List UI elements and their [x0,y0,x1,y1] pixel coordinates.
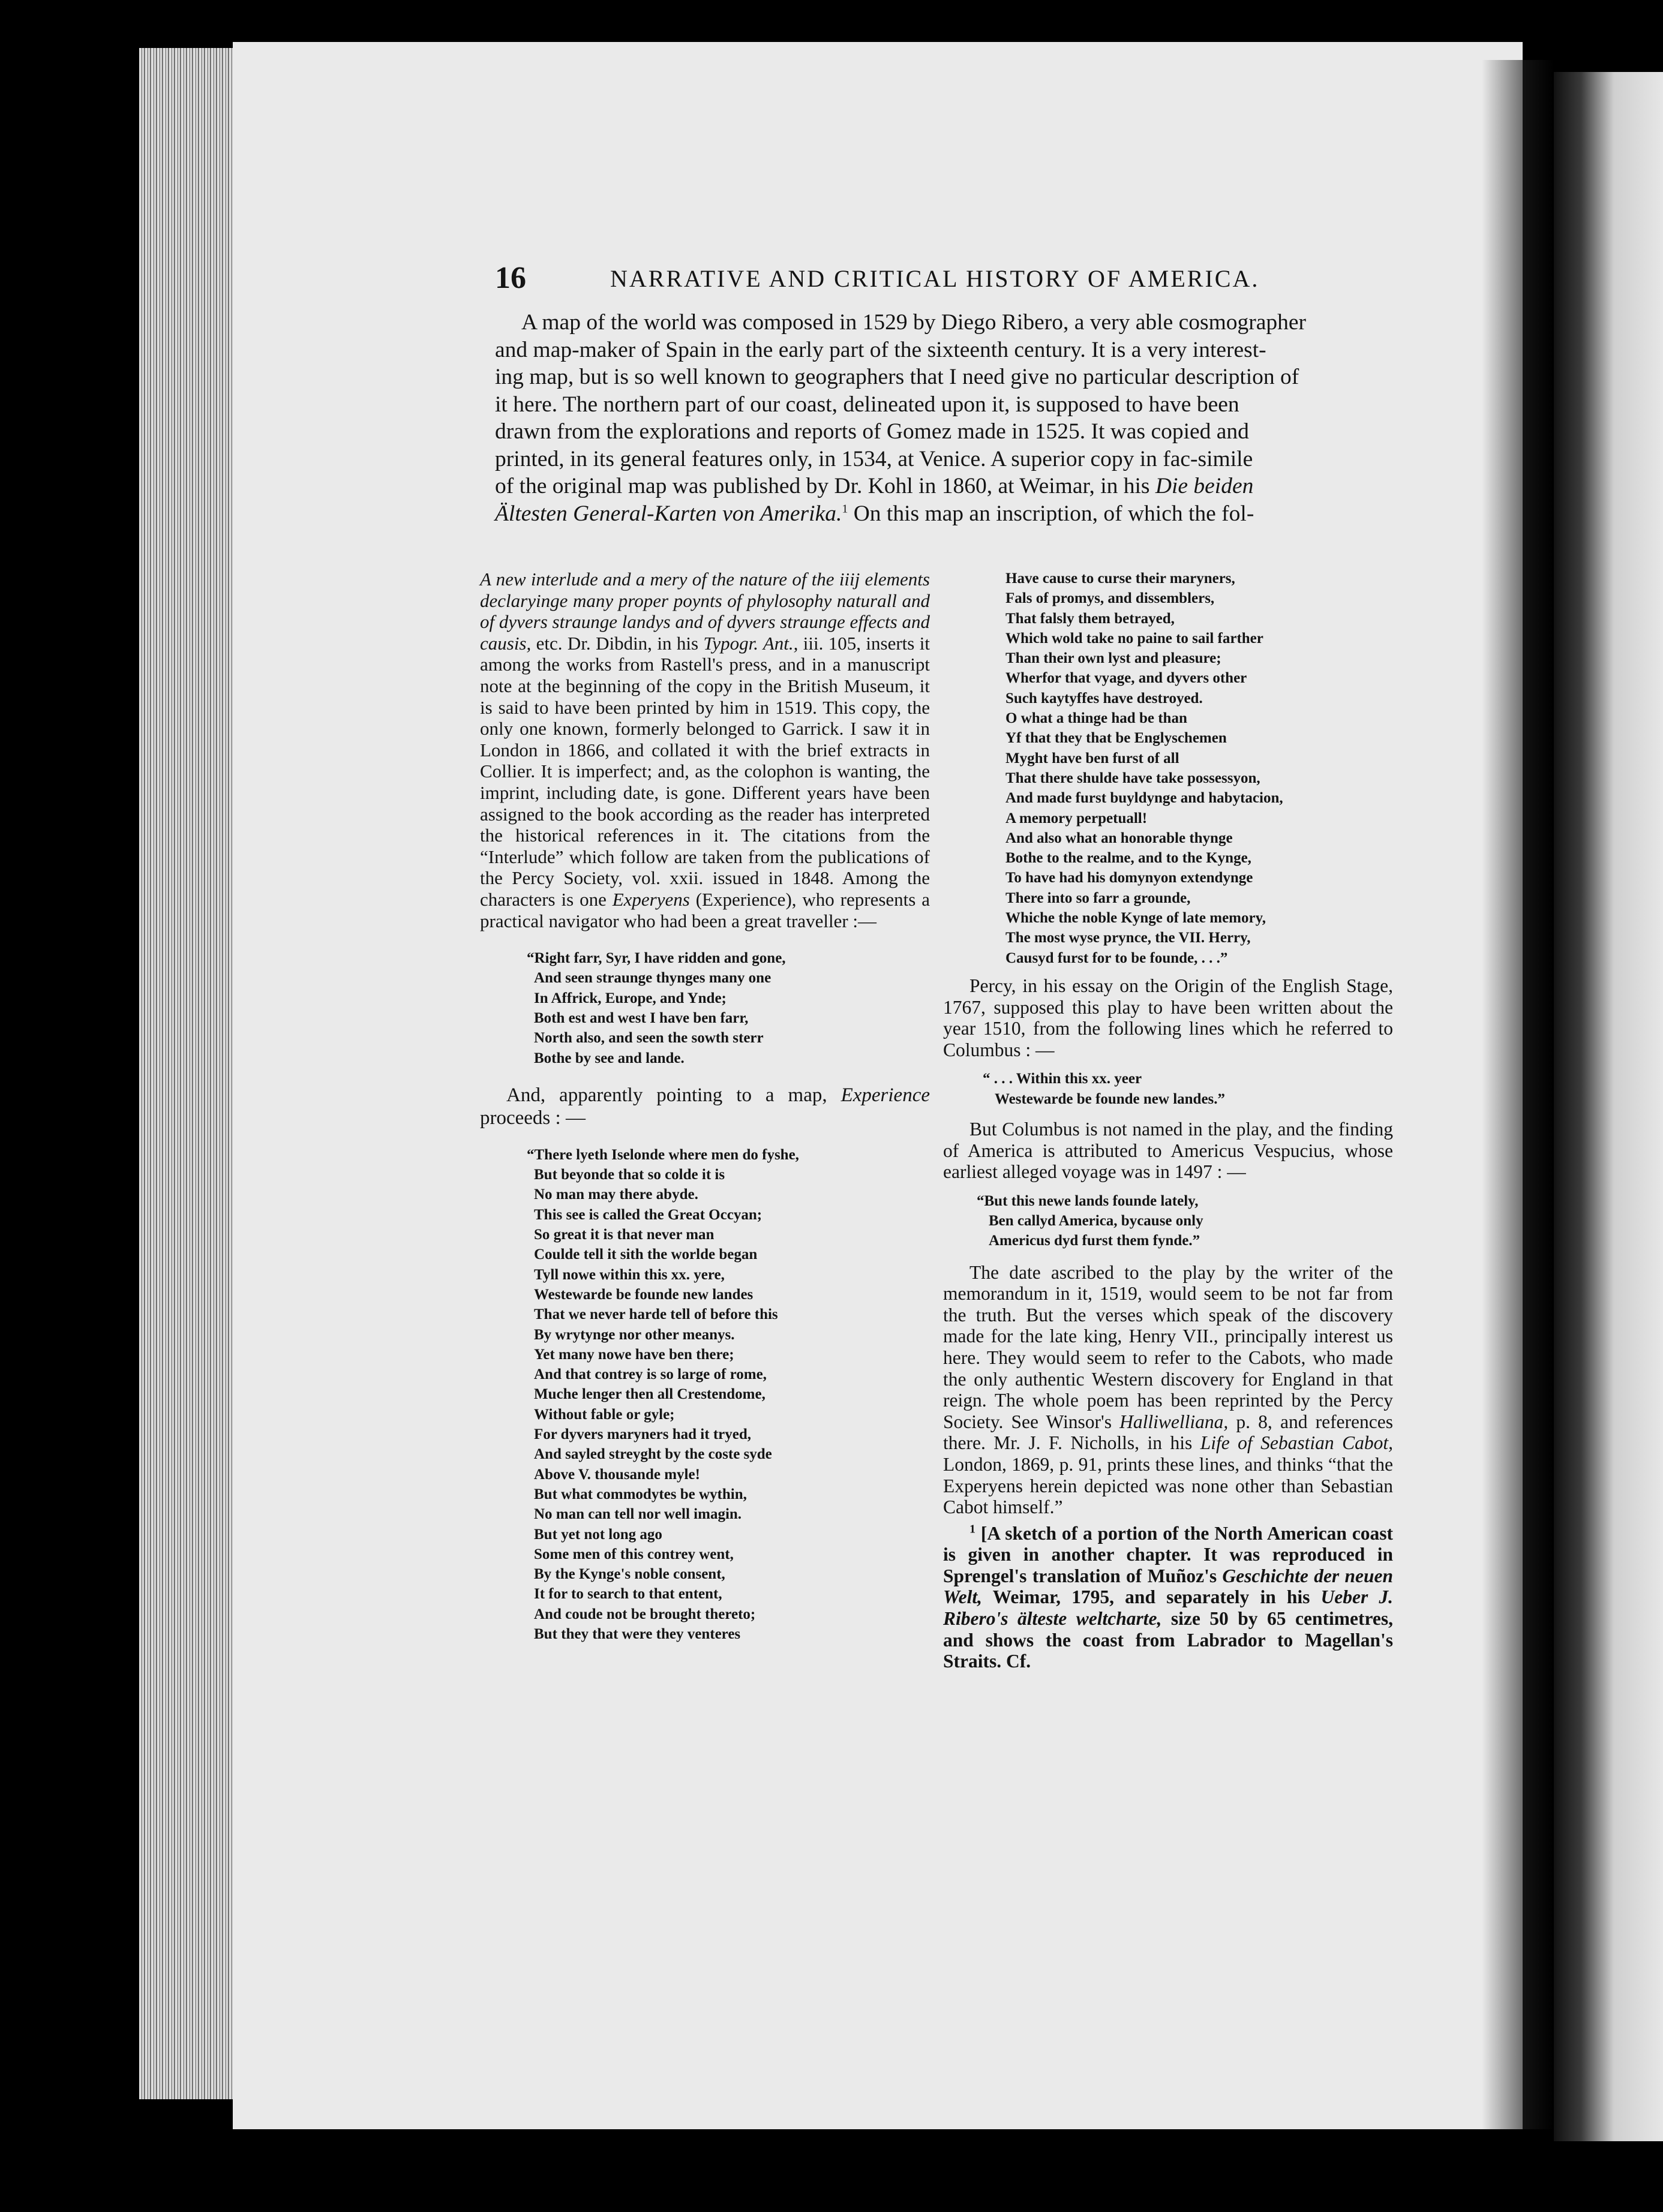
map-paragraph-text: And, apparently pointing to a map, [506,1084,841,1106]
verse-line: Fals of promys, and dissemblers, [1005,590,1215,607]
spine-shadow [1482,60,1554,2129]
verse-line: Bothe to the realme, and to the Kynge, [1005,850,1251,867]
intro-line-8 [495,500,1407,528]
verse-line: This see is called the Great Occyan; [534,1206,763,1223]
verse-line: “ . . . Within this xx. yeer [983,1071,1142,1087]
running-head: NARRATIVE AND CRITICAL HISTORY OF AMERICA. [610,265,1260,292]
verse-block-5 [977,1191,1393,1251]
map-paragraph-end: proceeds : — [480,1107,586,1129]
verse-line: And sayled streyght by the coste syde [534,1446,772,1463]
intro-line-1: A map of the world was composed in 1529 by Diego Ribero, a very able cosmographer [521,310,1307,335]
verse-line: But they that were they venteres [534,1626,741,1642]
verse-line: That there shulde have take possessyon, [1005,770,1260,786]
verse-line: That we never harde tell of before this [534,1306,778,1323]
verse-line: By wrytynge nor other meanys. [534,1326,735,1343]
date-paragraph-text: The date ascribed to the play by the writer of the memorandum in it, 1519, would seem to be not far from the truth. But the verses which speak of the discovery made for the late king, Henry VII., principally interest us here. They would seem to refer to the Cabots, who made the only authentic Western discovery for England in that reign. The whole poem has been reprinted by the Percy Society. See Winsor's [943,1261,1393,1432]
right-column [943,569,1393,1672]
verse-line: Americus dyd furst them fynde.” [989,1233,1200,1249]
verse-line: Westewarde be founde new landes [534,1286,754,1303]
date-paragraph-text-c: p. 8, and references there. Mr. J. F. Nicholls, in his [943,1411,1393,1454]
book-title-italic: Die beiden [1155,474,1254,498]
verse-line: And coude not be brought thereto; [534,1606,756,1622]
halliwelliana-italic: Halliwelliana, [1119,1411,1229,1432]
intro-line-8-text: On this map an inscription, of which the fol- [848,501,1254,526]
verse-line: Both est and west I have ben farr, [534,1009,749,1026]
verse-line: The most wyse prynce, the VII. Herry, [1005,930,1251,946]
verse-line: O what a thinge had be than [1005,710,1187,727]
note-text-e: (Experience), who represents a practical navigator who had been a great traveller :— [480,888,930,931]
interlude-note [480,569,930,931]
map-paragraph [480,1084,930,1129]
note-ref-italic: Typogr. Ant., [703,632,799,654]
note-character-italic: Experyens [612,888,690,910]
verse-line: North also, and seen the sowth sterr [534,1030,764,1047]
date-paragraph [943,1262,1393,1518]
intro-line-4: it here. The northern part of our coast, delineated upon it, is supposed to have been [495,392,1239,417]
intro-paragraph [495,309,1407,527]
verse-line: There into so farr a grounde, [1005,889,1191,906]
verse-line: “There lyeth Iselonde where men do fyshe, [527,1146,799,1163]
book-title-italic-cont: Ältesten General-Karten von Amerika. [495,501,842,526]
book-page-edges [139,48,235,2099]
verse-line: Whiche the noble Kynge of late memory, [1005,910,1266,927]
verse-line: Yet many nowe have ben there; [534,1346,734,1363]
verse-line: And also what an honorable thynge [1005,830,1233,846]
footnote-text-e: size 50 by 65 centimetres, and shows the coast from Labrador to Magellan's Straits. Cf. [943,1608,1394,1672]
left-column [480,569,930,1644]
verse-line: It for to search to that entent, [534,1586,722,1603]
verse-line: Westewarde be founde new landes.” [995,1090,1226,1107]
experience-italic: Experience [840,1084,930,1106]
verse-line: Muche lenger then all Crestendome, [534,1386,766,1403]
verse-line: “Right farr, Syr, I have ridden and gone, [527,950,786,967]
verse-line: Tyll nowe within this xx. yere, [534,1266,725,1283]
footnote-marker: 1 [842,502,848,515]
verse-line: For dyvers maryners had it tryed, [534,1426,751,1443]
verse-line: “But this newe lands founde lately, [977,1192,1199,1209]
geschichte-italic: Geschichte der neuen Welt, [943,1565,1394,1608]
verse-line: Causyd furst for to be founde, . . .” [1005,949,1228,966]
intro-line-7-text: of the original map was published by Dr. Kohl in 1860, at Weimar, in his [495,474,1155,498]
verse-line: Ben callyd America, bycause only [989,1212,1203,1229]
verse-line: No man may there abyde. [534,1186,698,1203]
verse-line: To have had his domynyon extendynge [1005,870,1253,886]
verse-line: Wherfor that vyage, and dyvers other [1005,670,1247,687]
verse-block-4 [983,1069,1393,1109]
facing-page-edge [1554,72,1663,2141]
footnote-text-a: [A sketch of a portion of the North American coast is given in another chapter. It was reproduced in Sprengel's translation of Muñoz's [943,1522,1393,1586]
verse-line: And that contrey is so large of rome, [534,1366,767,1383]
date-paragraph-text-e: London, 1869, p. 91, prints these lines, and thinks “that the Experyens herein depicted was none other than Sebastian Cabot himself.” [943,1453,1393,1518]
page-number: 16 [495,261,526,295]
footnote-text-c: Weimar, 1795, and separately in his [982,1586,1321,1608]
verse-line: So great it is that never man [534,1227,715,1243]
ribero-book-italic: Ueber J. Ribero's älteste weltcharte, [943,1586,1393,1630]
verse-line: Without fable or gyle; [534,1406,675,1423]
verse-line: Above V. thousande myle! [534,1466,700,1483]
verse-line: But what commodytes be wythin, [534,1486,747,1502]
verse-block-2 [527,1145,930,1644]
intro-line-3: ing map, but is so well known to geographers that I need give no particular description of [495,365,1299,389]
footnote-1 [943,1523,1393,1672]
verse-line: And made furst buyldynge and habytacion, [1005,790,1283,807]
cabot-book-italic: Life of Sebastian Cabot, [1200,1432,1393,1454]
verse-line: No man can tell nor well imagin. [534,1506,742,1523]
verse-block-3 [1005,569,1393,968]
verse-line: Such kaytyffes have destroyed. [1005,690,1203,707]
verse-line: Yf that they that be Englyschemen [1005,730,1227,747]
interlude-title: A new interlude and a mery of the nature of the iiij elements declaryinge many proper poynts of phylosophy naturall and of dyvers straunge landys and of dyvers straunge effects and causis, [480,569,930,654]
verse-line: That falsly them betrayed, [1005,610,1175,627]
verse-block-1 [527,948,930,1068]
verse-line: Than their own lyst and pleasure; [1005,650,1221,667]
verse-line: By the Kynge's noble consent, [534,1566,725,1583]
verse-line: In Affrick, Europe, and Ynde; [534,990,727,1006]
note-text-c: iii. 105, inserts it among the works from Rastell's press, and in a manuscript note at the beginning of the copy in the British Museum, it is said to have been printed by him in 1519. This copy, the only one known, formerly belonged to Garrick. I saw it in London in 1866, and collated it with the brief extracts in Collier. It is imperfect; and, as the colophon is wanting, the imprint, including date, is gone. Different years have been assigned to the book according as the reader has interpreted the historical references in it. The citations from the “Interlude” which follow are taken from the publications of the Percy Society, vol. xxii. issued in 1848. Among the characters is one [480,632,930,910]
verse-line: Myght have ben furst of all [1005,750,1179,767]
verse-line: Some men of this contrey went, [534,1546,734,1562]
verse-line: Bothe by see and lande. [534,1050,685,1066]
intro-line-6: printed, in its general features only, in 1534, at Venice. A superior copy in fac-simile [495,446,1253,471]
intro-line-2: and map-maker of Spain in the early part of the sixteenth century. It is a very interest- [495,337,1266,362]
verse-line: But beyonde that so colde it is [534,1167,725,1183]
verse-line: Coulde tell it sith the worlde began [534,1246,758,1263]
verse-line: And seen straunge thynges many one [534,970,772,987]
columbus-paragraph: But Columbus is not named in the play, and the finding of America is attributed to Americus Vespucius, whose earliest alleged voyage was in 1497 : — [943,1118,1393,1183]
verse-line: Which wold take no paine to sail farther [1005,630,1263,647]
verse-line: Have cause to curse their maryners, [1005,570,1235,587]
verse-line: But yet not long ago [534,1526,662,1543]
footnote-number: 1 [969,1522,975,1536]
page-header [495,260,1311,302]
intro-line-7 [495,473,1407,500]
percy-paragraph: Percy, in his essay on the Origin of the English Stage, 1767, supposed this play to have been written about the year 1510, from the following lines which he referred to Columbus : — [943,975,1393,1060]
intro-line-5: drawn from the explorations and reports of Gomez made in 1525. It was copied and [495,419,1249,444]
note-text-a: etc. Dr. Dibdin, in his [531,632,704,654]
verse-line: A memory perpetuall! [1005,810,1148,827]
